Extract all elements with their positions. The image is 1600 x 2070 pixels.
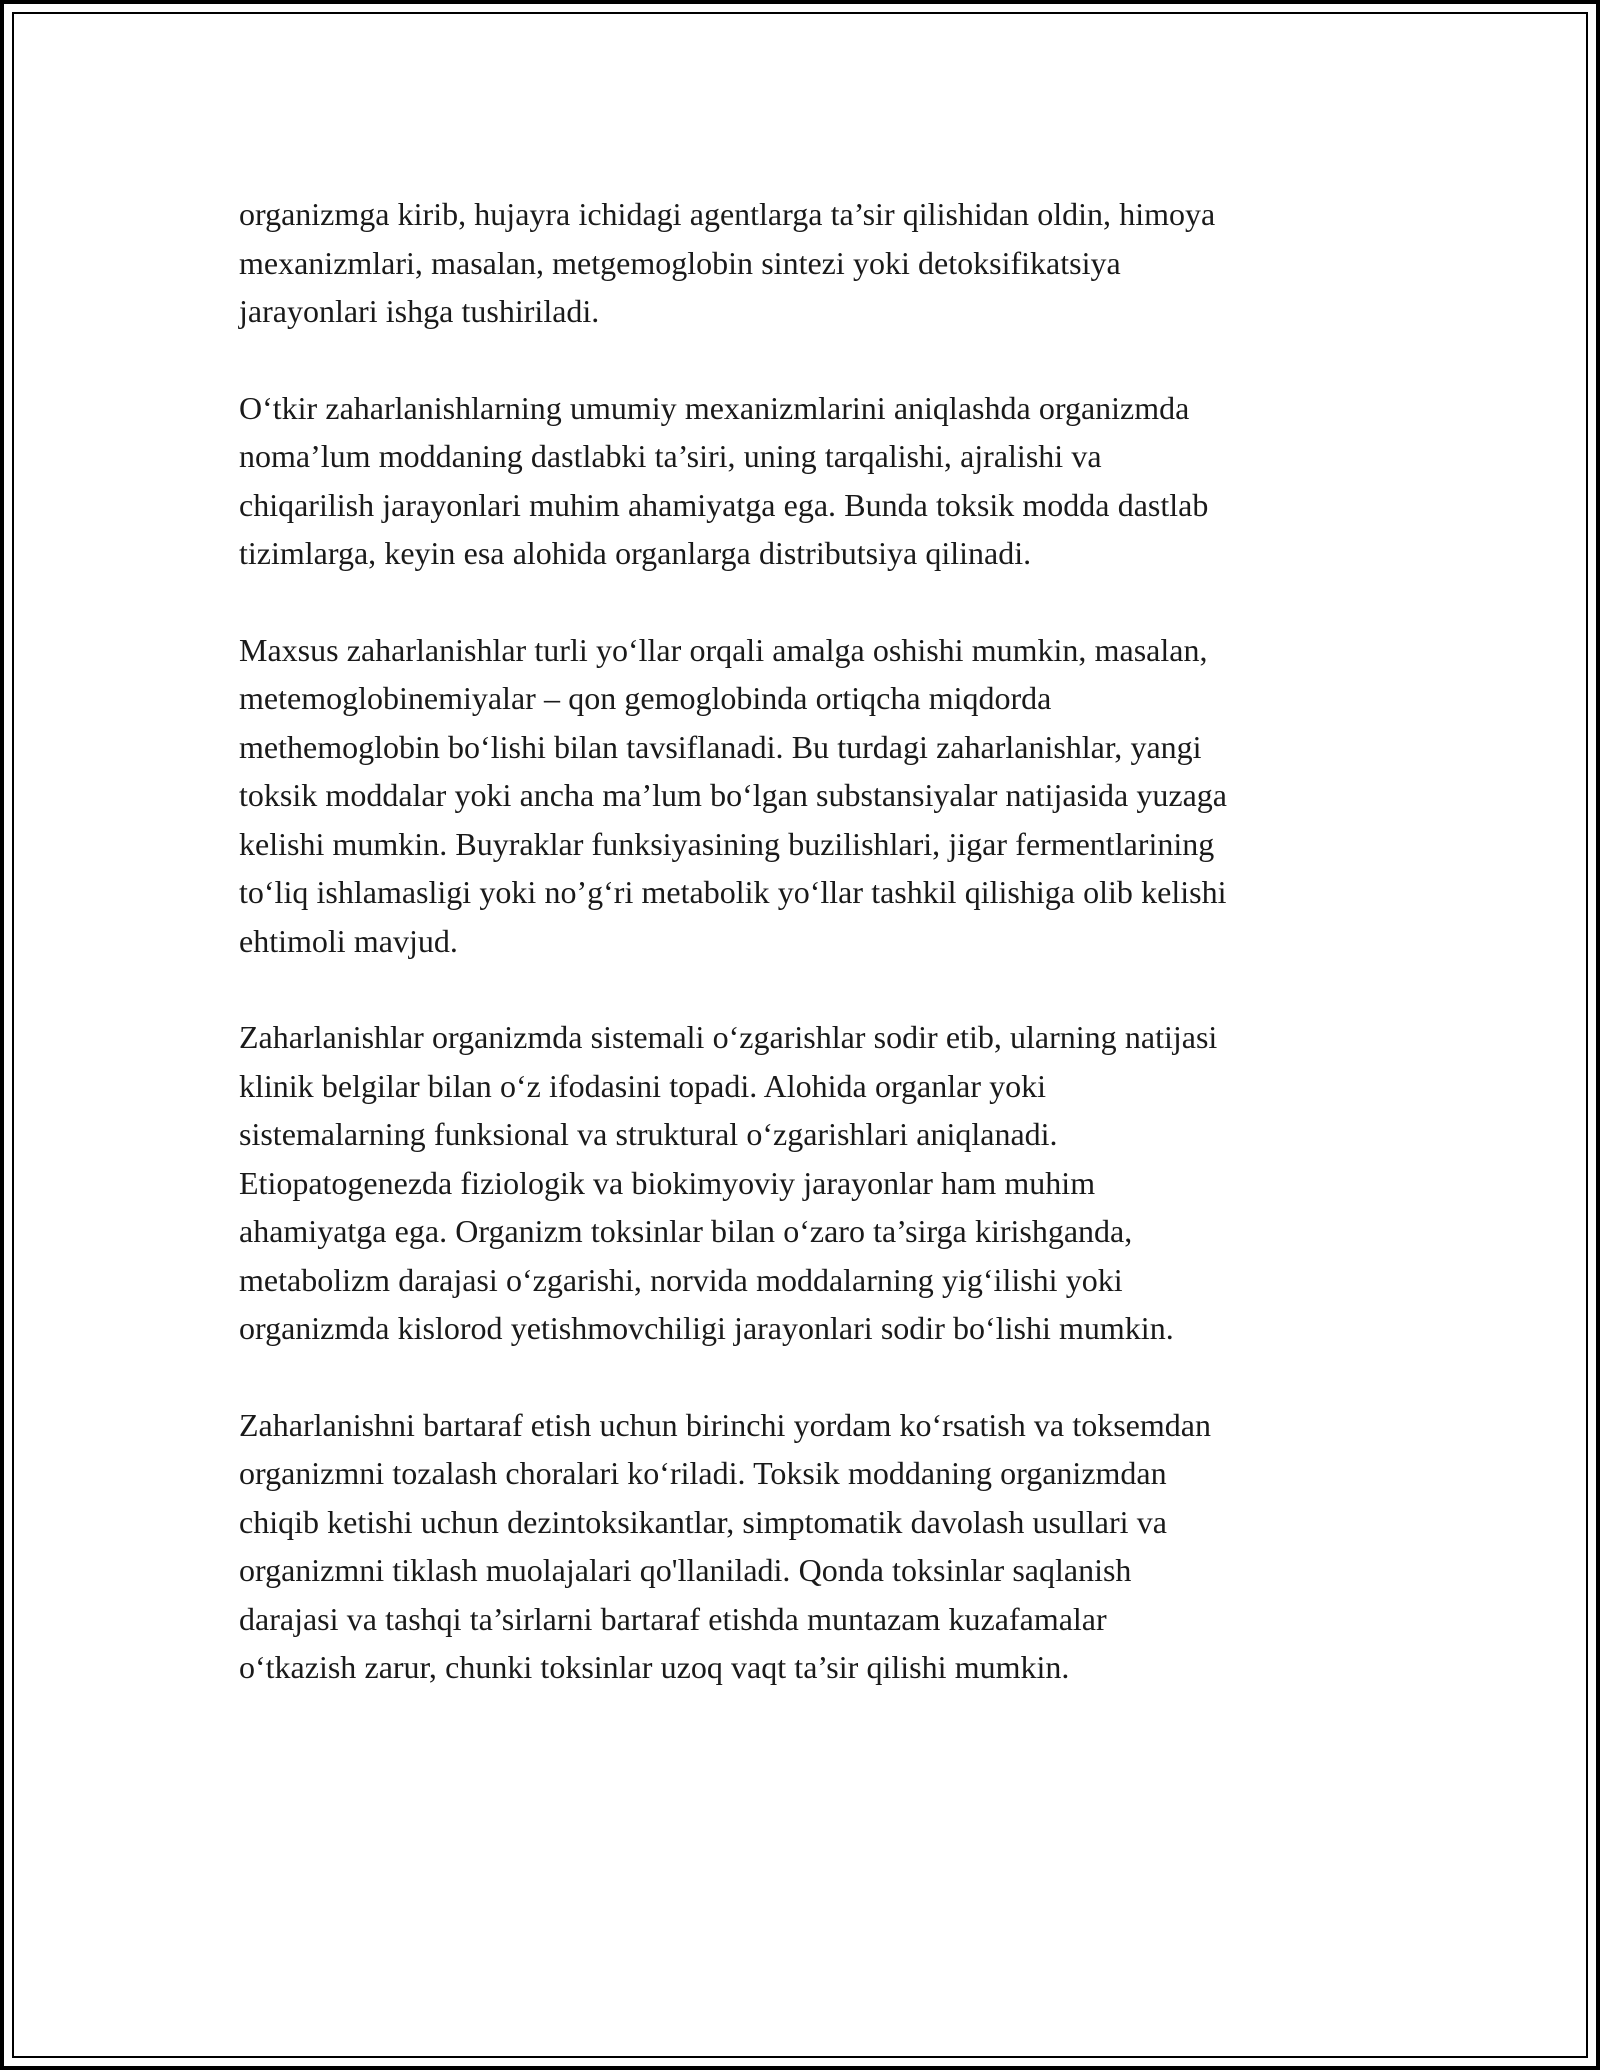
document-body	[239, 190, 1379, 1740]
paragraph-3: Maxsus zaharlanishlar turli yo‘llar orqali amalga oshishi mumkin, masalan, metemoglobinemiyalar – qon gemoglobinda ortiqcha miqdorda methemoglobin bo‘lishi bilan tavsiflanadi. Bu turdagi zaharlanishlar, yangi toksik moddalar yoki ancha ma’lum bo‘lgan substansiyalar natijasida yuzaga kelishi mumkin. Buyraklar funksiyasining buzilishlari, jigar fermentlarining to‘liq ishlamasligi yoki no’g‘ri metabolik yo‘llar tashkil qilishiga olib kelishi ehtimoli mavjud.	[239, 631, 1227, 959]
paragraph-2: O‘tkir zaharlanishlarning umumiy mexanizmlarini aniqlashda organizmda noma’lum moddaning dastlabki ta’siri, uning tarqalishi, ajralishi va chiqarilish jarayonlari muhim ahamiyatga ega. Bunda toksik modda dastlab tizimlarga, keyin esa alohida organlarga distributsiya qilinadi.	[239, 389, 1209, 571]
paragraph-5: Zaharlanishni bartaraf etish uchun birinchi yordam ko‘rsatish va toksemdan organizmni tozalash choralari ko‘riladi. Toksik moddaning organizmdan chiqib ketishi uchun dezintoksikantlar, simptomatik davolash usullari va organizmni tiklash muolajalari qo'llaniladi. Qonda toksinlar saqlanish darajasi va tashqi ta’sirlarni bartaraf etishda muntazam kuzafamalar o‘tkazish zarur, chunki toksinlar uzoq vaqt ta’sir qilishi mumkin.	[239, 1406, 1211, 1685]
paragraph-1: organizmga kirib, hujayra ichidagi agentlarga ta’sir qilishidan oldin, himoya mexanizmlari, masalan, metgemoglobin sintezi yoki detoksifikatsiya jarayonlari ishga tushiriladi.	[239, 196, 1216, 329]
paragraph-4: Zaharlanishlar organizmda sistemali o‘zgarishlar sodir etib, ularning natijasi klinik belgilar bilan o‘z ifodasini topadi. Alohida organlar yoki sistemalarning funksional va struktural o‘zgarishlari aniqlanadi. Etiopatogenezda fiziologik va biokimyoviy jarayonlar ham muhim ahamiyatga ega. Organizm toksinlar bilan o‘zaro ta’sirga kirishganda, metabolizm darajasi o‘zgarishi, norvida moddalarning yig‘ilishi yoki organizmda kislorod yetishmovchiligi jarayonlari sodir bo‘lishi mumkin.	[239, 1019, 1218, 1346]
